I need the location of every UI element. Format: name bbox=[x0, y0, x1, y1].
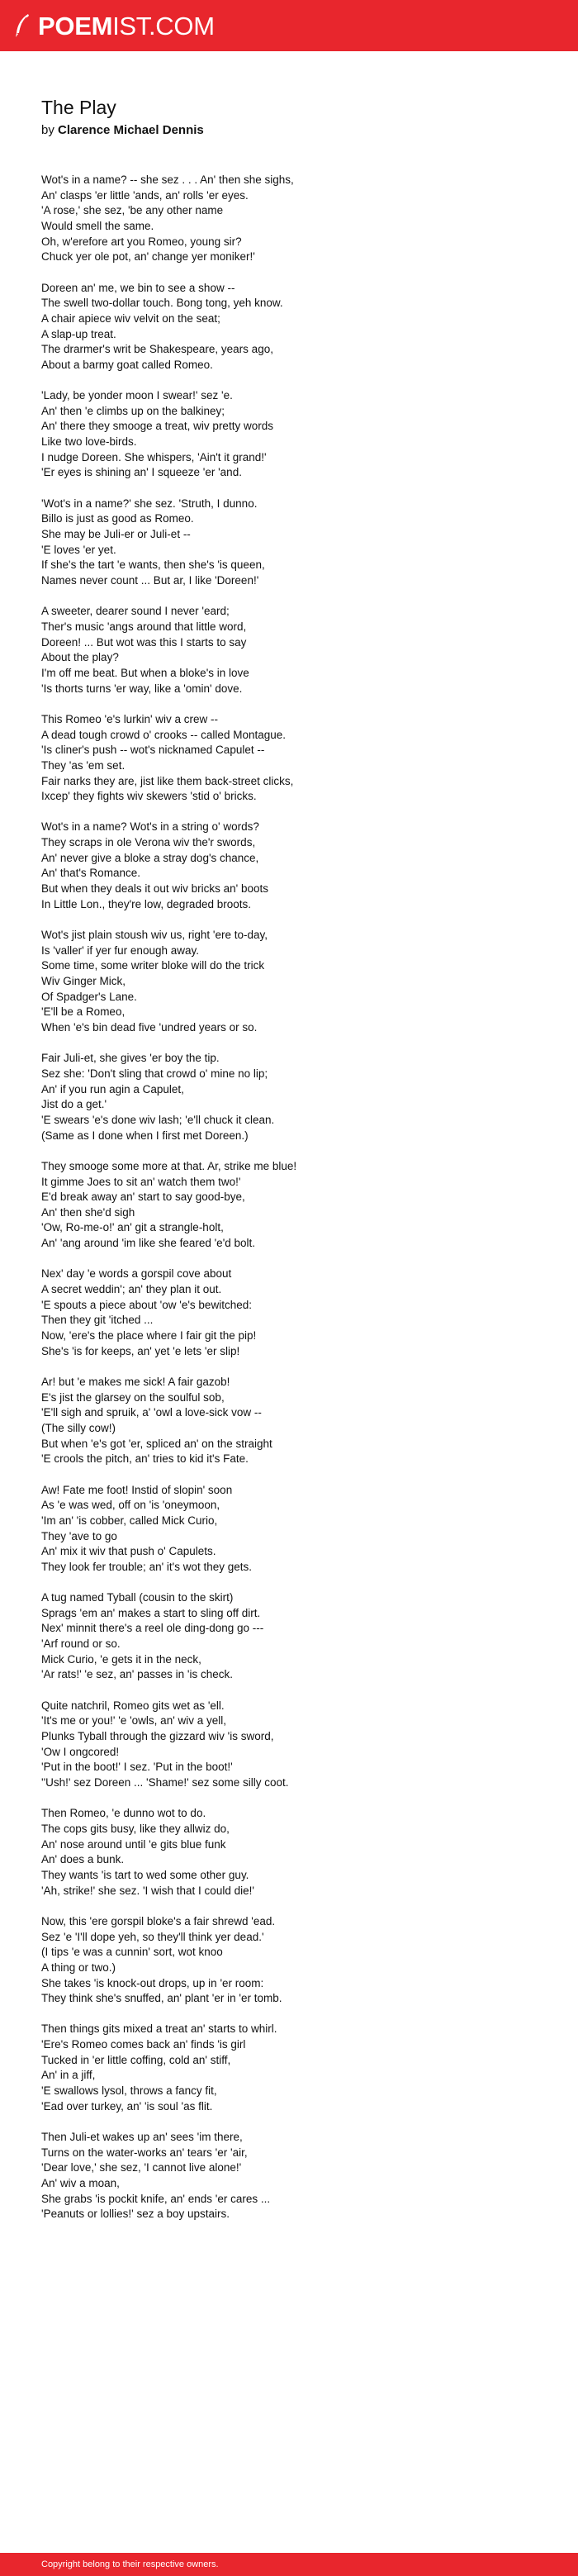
poem-line: They smooge some more at that. Ar, strike me blue! bbox=[41, 1159, 297, 1172]
poem-line: 'Lady, be yonder moon I swear!' sez 'e. bbox=[41, 389, 233, 402]
poem-line: E's jist the glarsey on the soulful sob, bbox=[41, 1390, 225, 1404]
poem-line: If she's the tart 'e wants, then she's 'is queen, bbox=[41, 558, 265, 572]
poem-line: Now, 'ere's the place where I fair git the pip! bbox=[41, 1329, 257, 1343]
poem-line: As 'e was wed, off on 'is 'oneymoon, bbox=[41, 1499, 220, 1512]
poem-line: Ther's music 'angs around that little word, bbox=[41, 620, 247, 633]
stanza bbox=[41, 1806, 553, 1899]
poem-line: An' wiv a moan, bbox=[41, 2177, 120, 2190]
poem-line: About a barmy goat called Romeo. bbox=[41, 358, 213, 371]
poem-line: They 'as 'em set. bbox=[41, 758, 126, 772]
poem-line: The cops gits busy, like they allwiz do, bbox=[41, 1822, 230, 1835]
stanza bbox=[41, 2130, 553, 2222]
stanza bbox=[41, 928, 553, 1036]
poem-line: Billo is just as good as Romeo. bbox=[41, 512, 194, 525]
stanza bbox=[41, 1051, 553, 1143]
poem-line: Of Spadger's Lane. bbox=[41, 990, 137, 1003]
stanza bbox=[41, 281, 553, 373]
poem-line: In Little Lon., they're low, degraded broots. bbox=[41, 897, 251, 910]
poem-line: A dead tough crowd o' crooks -- called Montague. bbox=[41, 728, 286, 741]
poem-line: 'Ere's Romeo comes back an' finds 'is girl bbox=[41, 2038, 246, 2051]
poem-line: Quite natchril, Romeo gits wet as 'ell. bbox=[41, 1699, 225, 1712]
site-header bbox=[0, 0, 578, 51]
poem-line: 'E loves 'er yet. bbox=[41, 543, 116, 556]
stanza bbox=[41, 820, 553, 912]
poem-line: Then Romeo, 'e dunno wot to do. bbox=[41, 1807, 206, 1820]
stanza bbox=[41, 1699, 553, 1791]
poem-line: Wot's jist plain stoush wiv us, right 'ere to-day, bbox=[41, 929, 268, 942]
poem-line: 'E swallows lysol, throws a fancy fit, bbox=[41, 2084, 217, 2098]
poem-line: Nex' minnit there's a reel ole ding-dong go --- bbox=[41, 1622, 264, 1635]
quill-pen-icon bbox=[13, 13, 31, 38]
poem-line: They scraps in ole Verona wiv the'r swords, bbox=[41, 836, 256, 849]
stanza bbox=[41, 497, 553, 589]
poem-line: ''Ush!' sez Doreen ... 'Shame!' sez some silly coot. bbox=[41, 1776, 289, 1789]
stanza bbox=[41, 604, 553, 696]
site-logo-text bbox=[38, 13, 215, 39]
stanza bbox=[41, 1375, 553, 1467]
poem-line: 'Ow, Ro-me-o!' an' git a strangle-holt, bbox=[41, 1221, 224, 1234]
stanza bbox=[41, 1267, 553, 1359]
poem-line: An' then 'e climbs up on the balkiney; bbox=[41, 404, 225, 417]
poem-line: 'E'll be a Romeo, bbox=[41, 1005, 126, 1019]
poem-line: This Romeo 'e's lurkin' wiv a crew -- bbox=[41, 712, 219, 725]
poem-line: When 'e's bin dead five 'undred years or so. bbox=[41, 1020, 258, 1034]
poem-line: Sez she: 'Don't sling that crowd o' mine no lip; bbox=[41, 1067, 268, 1080]
poem-line: 'Put in the boot!' I sez. 'Put in the boot!' bbox=[41, 1761, 233, 1774]
poem-line: Jist do a get.' bbox=[41, 1098, 107, 1111]
poem-line: They 'ave to go bbox=[41, 1529, 117, 1542]
poem-line: Then things gits mixed a treat an' starts to whirl. bbox=[41, 2022, 277, 2036]
poem-line: A chair apiece wiv velvit on the seat; bbox=[41, 311, 220, 325]
poem-line: An' if you run agin a Capulet, bbox=[41, 1082, 184, 1096]
poem-line: 'Ead over turkey, an' 'is soul 'as flit. bbox=[41, 2099, 213, 2113]
poem-line: Turns on the water-works an' tears 'er 'air, bbox=[41, 2146, 248, 2159]
poem-line: Wiv Ginger Mick, bbox=[41, 975, 126, 988]
poem-line: A sweeter, dearer sound I never 'eard; bbox=[41, 605, 230, 618]
poem-line: A tug named Tyball (cousin to the skirt) bbox=[41, 1591, 234, 1604]
poem-line: She grabs 'is pockit knife, an' ends 'er cares ... bbox=[41, 2192, 271, 2205]
poem-line: Now, this 'ere gorspil bloke's a fair shrewd 'ead. bbox=[41, 1914, 276, 1927]
site-footer bbox=[0, 2553, 578, 2576]
poem-line: 'E'll sigh and spruik, a' 'owl a love-sick vow -- bbox=[41, 1406, 262, 1419]
poem-line: They wants 'is tart to wed some other guy. bbox=[41, 1868, 249, 1881]
poem-line: But when 'e's got 'er, spliced an' on the straight bbox=[41, 1437, 272, 1450]
poem-line: A thing or two.) bbox=[41, 1961, 116, 1974]
poem-line: Then Juli-et wakes up an' sees 'im there, bbox=[41, 2131, 243, 2144]
poem-line: They look fer trouble; an' it's wot they gets. bbox=[41, 1560, 253, 1573]
poem-line: Is 'valler' if yer fur enough away. bbox=[41, 943, 199, 957]
stanza bbox=[41, 388, 553, 481]
poem-line: Ixcep' they fights wiv skewers 'stid o' bricks. bbox=[41, 790, 257, 803]
poem-line: 'Dear love,' she sez, 'I cannot live alone!' bbox=[41, 2161, 242, 2174]
poem-line: 'Ah, strike!' she sez. 'I wish that I could die!' bbox=[41, 1884, 254, 1897]
poem-line: Would smell the same. bbox=[41, 219, 154, 232]
poem-line: 'Arf round or so. bbox=[41, 1637, 121, 1651]
poem-line: Names never count ... But ar, I like 'Doreen!' bbox=[41, 574, 259, 587]
poem-line: Doreen an' me, we bin to see a show -- bbox=[41, 281, 235, 294]
poem-line: An' mix it wiv that push o' Capulets. bbox=[41, 1545, 216, 1558]
by-label: by bbox=[41, 123, 54, 137]
poem-line: 'E swears 'e's done wiv lash; 'e'll chuck it clean. bbox=[41, 1113, 275, 1126]
poem-content bbox=[41, 95, 553, 2238]
poem-line: An' that's Romance. bbox=[41, 867, 140, 880]
poem-line: 'Ow I ongcored! bbox=[41, 1745, 120, 1758]
poem-line: (Same as I done when I first met Doreen.) bbox=[41, 1129, 249, 1142]
brand-light: IST.COM bbox=[112, 11, 215, 40]
author-link[interactable]: Clarence Michael Dennis bbox=[58, 123, 204, 137]
stanza bbox=[41, 1483, 553, 1576]
poem-line: About the play? bbox=[41, 651, 119, 664]
poem-line: Doreen! ... But wot was this I starts to say bbox=[41, 635, 247, 649]
poem-line: 'A rose,' she sez, 'be any other name bbox=[41, 204, 224, 217]
poem-line: 'Er eyes is shining an' I squeeze 'er 'and. bbox=[41, 466, 242, 479]
poem-line: 'Is thorts turns 'er way, like a 'omin' dove. bbox=[41, 682, 243, 695]
poem-line: Wot's in a name? -- she sez . . . An' then she sighs, bbox=[41, 173, 294, 186]
poem-line: An' 'ang around 'im like she feared 'e'd bolt. bbox=[41, 1237, 256, 1250]
poem-line: Like two love-birds. bbox=[41, 435, 137, 449]
poem-line: Tucked in 'er little coffing, cold an' stiff, bbox=[41, 2053, 231, 2066]
poem-line: 'Im an' 'is cobber, called Mick Curio, bbox=[41, 1514, 218, 1527]
poem-line: 'E crools the pitch, an' tries to kid it's Fate. bbox=[41, 1452, 249, 1466]
brand-bold: POEM bbox=[38, 11, 113, 40]
poem-line: (The silly cow!) bbox=[41, 1421, 116, 1434]
poem-line: An' then she'd sigh bbox=[41, 1205, 135, 1219]
site-logo-link[interactable] bbox=[13, 13, 215, 39]
poem-line: Some time, some writer bloke will do the trick bbox=[41, 959, 265, 972]
poem-line: Oh, w'erefore art you Romeo, young sir? bbox=[41, 235, 242, 248]
poem-title: The Play bbox=[41, 97, 116, 118]
poem-line: Fair Juli-et, she gives 'er boy the tip. bbox=[41, 1052, 220, 1065]
poem-line: 'Peanuts or lollies!' sez a boy upstairs. bbox=[41, 2208, 230, 2221]
byline bbox=[41, 121, 553, 140]
poem-body bbox=[41, 173, 553, 2222]
poem-line: (I tips 'e was a cunnin' sort, wot knoo bbox=[41, 1946, 223, 1959]
poem-line: Mick Curio, 'e gets it in the neck, bbox=[41, 1652, 201, 1666]
poem-line: The drarmer's writ be Shakespeare, years ago, bbox=[41, 343, 273, 356]
poem-line: Sprags 'em an' makes a start to sling off dirt. bbox=[41, 1606, 261, 1619]
poem-line: 'Is cliner's push -- wot's nicknamed Capulet -- bbox=[41, 744, 265, 757]
poem-line: Sez 'e 'I'll dope yeh, so they'll think yer dead.' bbox=[41, 1930, 264, 1943]
poem-line: 'It's me or you!' 'e 'owls, an' wiv a yell, bbox=[41, 1714, 227, 1728]
poem-line: E'd break away an' start to say good-bye, bbox=[41, 1191, 245, 1204]
poem-line: Nex' day 'e words a gorspil cove about bbox=[41, 1267, 232, 1281]
copyright-text: Copyright belong to their respective owners. bbox=[41, 2559, 219, 2569]
poem-line: She takes 'is knock-out drops, up in 'er room: bbox=[41, 1976, 264, 1989]
poem-line: An' does a bunk. bbox=[41, 1853, 125, 1866]
stanza bbox=[41, 712, 553, 805]
poem-line: Fair narks they are, jist like them back-street clicks, bbox=[41, 774, 294, 787]
poem-line: But when they deals it out wiv bricks an' boots bbox=[41, 882, 268, 896]
stanza bbox=[41, 2022, 553, 2114]
poem-line: The swell two-dollar touch. Bong tong, yeh know. bbox=[41, 297, 283, 310]
poem-line: 'Ar rats!' 'e sez, an' passes in 'is check. bbox=[41, 1668, 233, 1681]
poem-line: An' there they smooge a treat, wiv pretty words bbox=[41, 420, 273, 433]
poem-line: Ar! but 'e makes me sick! A fair gazob! bbox=[41, 1376, 230, 1389]
poem-line: They think she's snuffed, an' plant 'er in 'er tomb. bbox=[41, 1992, 282, 2005]
poem-line: Aw! Fate me foot! Instid of slopin' soon bbox=[41, 1483, 233, 1496]
poem-line: An' clasps 'er little 'ands, an' rolls 'er eyes. bbox=[41, 188, 249, 202]
poem-line: She may be Juli-er or Juli-et -- bbox=[41, 528, 191, 541]
stanza bbox=[41, 1914, 553, 2007]
poem-line: 'Wot's in a name?' she sez. 'Struth, I dunno. bbox=[41, 497, 258, 510]
poem-line: It gimme Joes to sit an' watch them two!' bbox=[41, 1175, 241, 1188]
poem-line: Chuck yer ole pot, an' change yer moniker!' bbox=[41, 250, 255, 264]
poem-line: I'm off me beat. But when a bloke's in love bbox=[41, 666, 249, 679]
poem-line: Wot's in a name? Wot's in a string o' words? bbox=[41, 820, 259, 834]
stanza bbox=[41, 1159, 553, 1252]
poem-line: She's 'is for keeps, an' yet 'e lets 'er slip! bbox=[41, 1344, 240, 1357]
poem-line: I nudge Doreen. She whispers, 'Ain't it grand!' bbox=[41, 450, 267, 463]
poem-line: 'E spouts a piece about 'ow 'e's bewitched: bbox=[41, 1298, 252, 1311]
poem-line: Plunks Tyball through the gizzard wiv 'is sword, bbox=[41, 1730, 274, 1743]
stanza bbox=[41, 173, 553, 265]
poem-line: Then they git 'itched ... bbox=[41, 1314, 154, 1327]
poem-line: An' never give a bloke a stray dog's chance, bbox=[41, 851, 259, 864]
poem-line: An' nose around until 'e gits blue funk bbox=[41, 1837, 226, 1851]
poem-line: An' in a jiff, bbox=[41, 2069, 96, 2082]
poem-line: A secret weddin'; an' they plan it out. bbox=[41, 1283, 222, 1296]
poem-line: A slap-up treat. bbox=[41, 327, 116, 340]
stanza bbox=[41, 1590, 553, 1683]
